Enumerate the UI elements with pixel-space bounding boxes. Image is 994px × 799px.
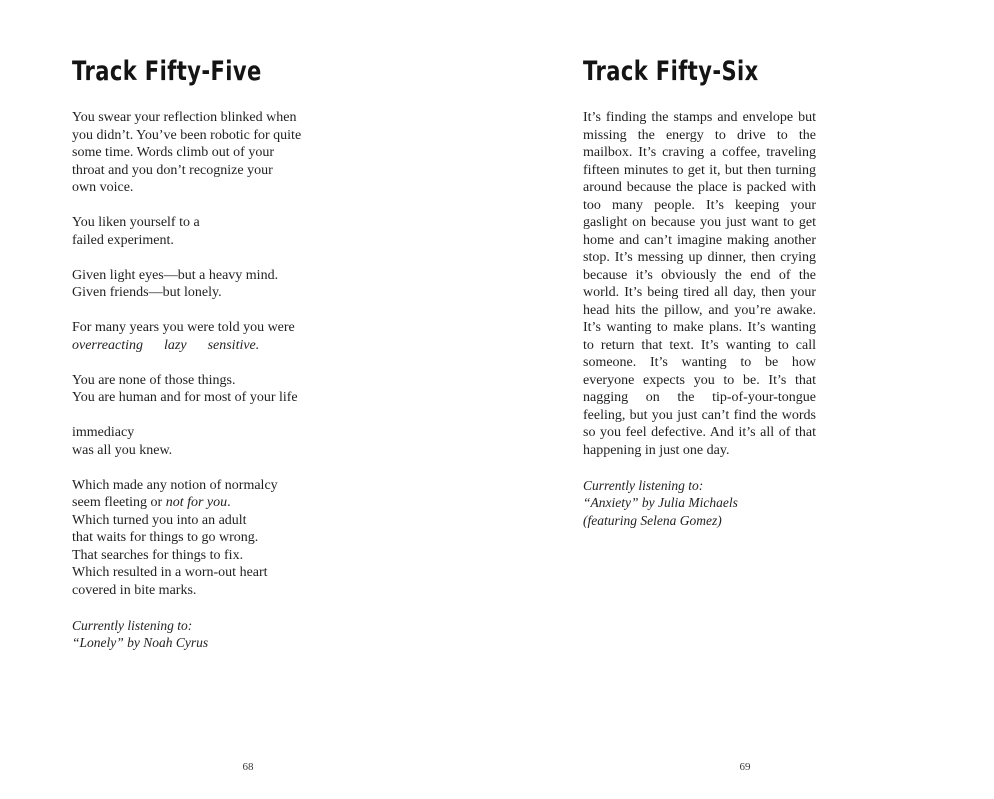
poem-line-italic: overreacting lazy sensitive. (72, 337, 260, 353)
left-page (72, 57, 324, 652)
right-page (583, 57, 816, 529)
poem-line: failed experiment. (72, 232, 174, 248)
poem-line: You swear your reflection blinked when (72, 110, 297, 125)
poem-paragraph (72, 477, 324, 600)
poem-paragraph (72, 424, 324, 459)
page-number: 68 (242, 761, 254, 773)
poem-paragraph (72, 372, 324, 407)
right-page-body (583, 109, 816, 529)
poem-paragraph (72, 319, 324, 354)
left-page-body (72, 109, 324, 652)
listening-note-line: Currently listening to: (583, 477, 704, 493)
poem-line: was all you knew. (72, 442, 173, 458)
poem-line: Given friends—but lonely. (72, 285, 222, 300)
poem-line: own voice. (72, 180, 134, 195)
page-title-left: Track Fifty-Five (72, 56, 262, 87)
page-number: 69 (739, 761, 751, 773)
poem-line: Given light eyes—but a heavy mind. (72, 267, 279, 283)
poem-paragraph (72, 109, 324, 197)
poem-paragraph (72, 214, 324, 249)
listening-note-line: (featuring Selena Gomez) (583, 512, 722, 528)
page-title-right: Track Fifty-Six (583, 56, 759, 87)
poem-line: throat and you don’t recognize your (72, 162, 273, 178)
poem-line: Which turned you into an adult (72, 512, 247, 528)
listening-note (72, 617, 324, 652)
poem-line: You liken yourself to a (72, 215, 200, 230)
poem-line: That searches for things to fix. (72, 547, 244, 563)
poem-line-segment-italic: not for you (165, 495, 228, 510)
poem-line: Which made any notion of normalcy (72, 477, 278, 493)
poem-line: covered in bite marks. (72, 582, 197, 598)
poem-line: You are human and for most of your life (72, 390, 298, 405)
listening-note (583, 477, 816, 530)
poem-line: you didn’t. You’ve been robotic for quite (72, 127, 302, 143)
poem-line: For many years you were told you were (72, 320, 295, 335)
poem-line: immediacy (72, 425, 135, 440)
poem-line: You are none of those things. (72, 372, 236, 388)
prose-paragraph: It’s finding the stamps and envelope but missing the energy to drive to the mailbox. It’s craving a coffee, traveling fifteen minutes to get it, but then turning around because the place is packed with too many people. It’s keeping your gaslight on because you just want to get home and can’t imagine making another stop. It’s messing up dinner, then crying because it’s obviously the end of the world. It’s being tired all day, then your head hits the pillow, and you’re awake. It’s wanting to make plans. It’s wanting to return that text. It’s wanting to call someone. It’s wanting to be how everyone expects you to be. It’s that nagging on the tip-of-your-tongue feeling, but you just can’t find the words so you feel defective. And it’s all of that happening in just one day. (583, 110, 816, 458)
poem-line: some time. Words climb out of your (72, 145, 274, 160)
poem-line-mixed (72, 494, 324, 512)
poem-paragraph (72, 267, 324, 302)
poem-line-segment: . (227, 495, 231, 510)
poem-line: that waits for things to go wrong. (72, 530, 259, 545)
poem-line-segment: seem fleeting or (72, 495, 166, 510)
listening-note-line: “Anxiety” by Julia Michaels (583, 495, 738, 510)
listening-note-line: Currently listening to: (72, 617, 193, 633)
listening-note-line: “Lonely” by Noah Cyrus (72, 635, 209, 650)
poem-line: Which resulted in a worn-out heart (72, 565, 268, 580)
